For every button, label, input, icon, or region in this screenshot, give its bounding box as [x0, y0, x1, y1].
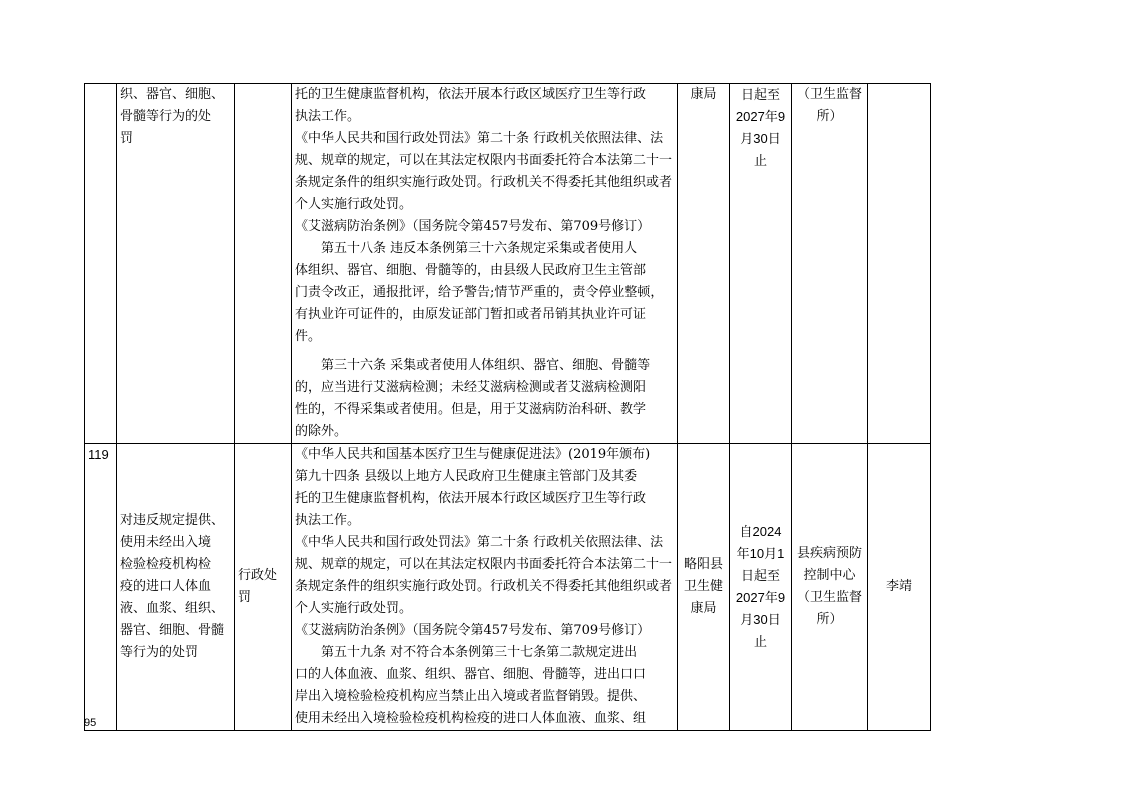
basis-line: 执法工作。 — [295, 513, 361, 528]
basis-line: 规、规章的规定，可以在其法定权限内书面委托符合本法第二十一 — [295, 557, 673, 572]
item-number — [85, 84, 117, 444]
period-line: 月30日 — [740, 612, 781, 627]
basis-line: 个人实施行政处罚。 — [295, 197, 413, 212]
enforcement-table — [84, 83, 931, 731]
matter-line: 检验检疫机构检 — [120, 557, 212, 572]
legal-basis-cell — [292, 84, 678, 444]
page-number: 95 — [84, 717, 97, 729]
basis-line: 《中华人民共和国行政处罚法》第二十条 行政机关依照法律、法 — [295, 535, 664, 550]
basis-line: 《中华人民共和国基本医疗卫生与健康促进法》(2019年颁布) — [295, 447, 651, 462]
basis-line: 性的，不得采集或者使用。但是，用于艾滋病防治科研、教学 — [295, 402, 647, 417]
implementer-line: 县疾病预防 — [796, 546, 862, 561]
basis-line: 条规定条件的组织实施行政处罚。行政机关不得委托其他组织或者 — [295, 175, 673, 190]
period-line: 日起至 — [740, 87, 780, 102]
implementer-line: 所） — [816, 109, 843, 124]
basis-line: 《艾滋病防治条例》（国务院令第457号发布、第709号修订） — [295, 219, 651, 234]
matter-line: 织、器官、细胞、 — [120, 87, 225, 102]
legal-basis-cell — [292, 444, 678, 731]
organ-line: 卫生健 — [683, 579, 723, 594]
basis-line: 条规定条件的组织实施行政处罚。行政机关不得委托其他组织或者 — [295, 579, 673, 594]
matter-line: 等行为的处罚 — [120, 645, 199, 660]
basis-line: 的除外。 — [295, 424, 348, 439]
basis-line: 岸出入境检验检疫机构应当禁止出入境或者监督销毁。提供、 — [295, 689, 647, 704]
implementer-line: （卫生监督 — [796, 87, 862, 102]
organ-cell — [678, 444, 730, 731]
basis-line: 第三十六条 采集或者使用人体组织、器官、细胞、骨髓等 — [321, 358, 651, 373]
period-line: 2027年9 — [735, 109, 786, 124]
basis-line: 第九十四条 县级以上地方人民政府卫生健康主管部门及其委 — [295, 469, 638, 484]
implementer-line: （卫生监督 — [796, 590, 862, 605]
category-cell — [235, 84, 292, 444]
matter-line: 罚 — [120, 131, 134, 146]
period-cell — [730, 444, 792, 731]
basis-line: 有执业许可证件的，由原发证部门暂扣或者吊销其执业许可证 — [295, 307, 647, 322]
period-line: 止 — [753, 634, 767, 649]
period-line: 月30日 — [740, 131, 781, 146]
basis-line: 《艾滋病防治条例》（国务院令第457号发布、第709号修订） — [295, 623, 651, 638]
matter-cell — [117, 84, 235, 444]
basis-line: 托的卫生健康监督机构，依法开展本行政区域医疗卫生等行政 — [295, 491, 647, 506]
basis-line: 口的人体血液、血浆、组织、器官、细胞、骨髓等，进出口口 — [295, 667, 647, 682]
period-line: 日起至 — [740, 568, 780, 583]
implementer-cell — [792, 84, 868, 444]
matter-line: 对违反规定提供、 — [120, 513, 225, 528]
organ-line: 康局 — [690, 87, 717, 102]
basis-line: 个人实施行政处罚。 — [295, 601, 413, 616]
period-line: 自2024 — [739, 524, 782, 539]
period-line: 2027年9 — [735, 590, 786, 605]
basis-line: 规、规章的规定，可以在其法定权限内书面委托符合本法第二十一 — [295, 153, 673, 168]
basis-line: 体组织、器官、细胞、骨髓等的，由县级人民政府卫生主管部 — [295, 263, 647, 278]
implementer-cell — [792, 444, 868, 731]
matter-line: 器官、细胞、骨髓 — [120, 623, 225, 638]
basis-line: 《中华人民共和国行政处罚法》第二十条 行政机关依照法律、法 — [295, 131, 664, 146]
basis-line: 门责令改正，通报批评，给予警告;情节严重的，责令停业整顿， — [295, 285, 664, 300]
organ-line: 略阳县 — [683, 557, 723, 572]
basis-line: 使用未经出入境检验检疫机构检疫的进口人体血液、血浆、组 — [295, 711, 647, 726]
period-cell — [730, 84, 792, 444]
basis-line: 的，应当进行艾滋病检测；未经艾滋病检测或者艾滋病检测阳 — [295, 380, 647, 395]
organ-cell — [678, 84, 730, 444]
matter-line: 液、血浆、组织、 — [120, 601, 225, 616]
matter-line: 骨髓等行为的处 — [120, 109, 212, 124]
period-line: 止 — [753, 153, 767, 168]
item-number: 119 — [85, 444, 117, 731]
matter-line: 使用未经出入境 — [120, 535, 212, 550]
matter-line: 疫的进口人体血 — [120, 579, 212, 594]
basis-line: 第五十九条 对不符合本条例第三十七条第二款规定进出 — [321, 645, 638, 660]
basis-line: 执法工作。 — [295, 109, 361, 124]
period-line: 年10月1 — [736, 546, 785, 561]
table-row — [85, 444, 931, 731]
basis-line: 件。 — [295, 329, 322, 344]
basis-spacer — [295, 348, 674, 355]
organ-line: 康局 — [690, 601, 717, 616]
category-cell: 行政处罚 — [235, 444, 292, 731]
basis-line: 第五十八条 违反本条例第三十六条规定采集或者使用人 — [321, 241, 638, 256]
person-cell — [868, 84, 931, 444]
implementer-line: 所） — [816, 612, 843, 627]
basis-line: 托的卫生健康监督机构，依法开展本行政区域医疗卫生等行政 — [295, 87, 647, 102]
implementer-line: 控制中心 — [803, 568, 856, 583]
person-cell: 李靖 — [868, 444, 931, 731]
matter-cell — [117, 444, 235, 731]
table-row — [85, 84, 931, 444]
